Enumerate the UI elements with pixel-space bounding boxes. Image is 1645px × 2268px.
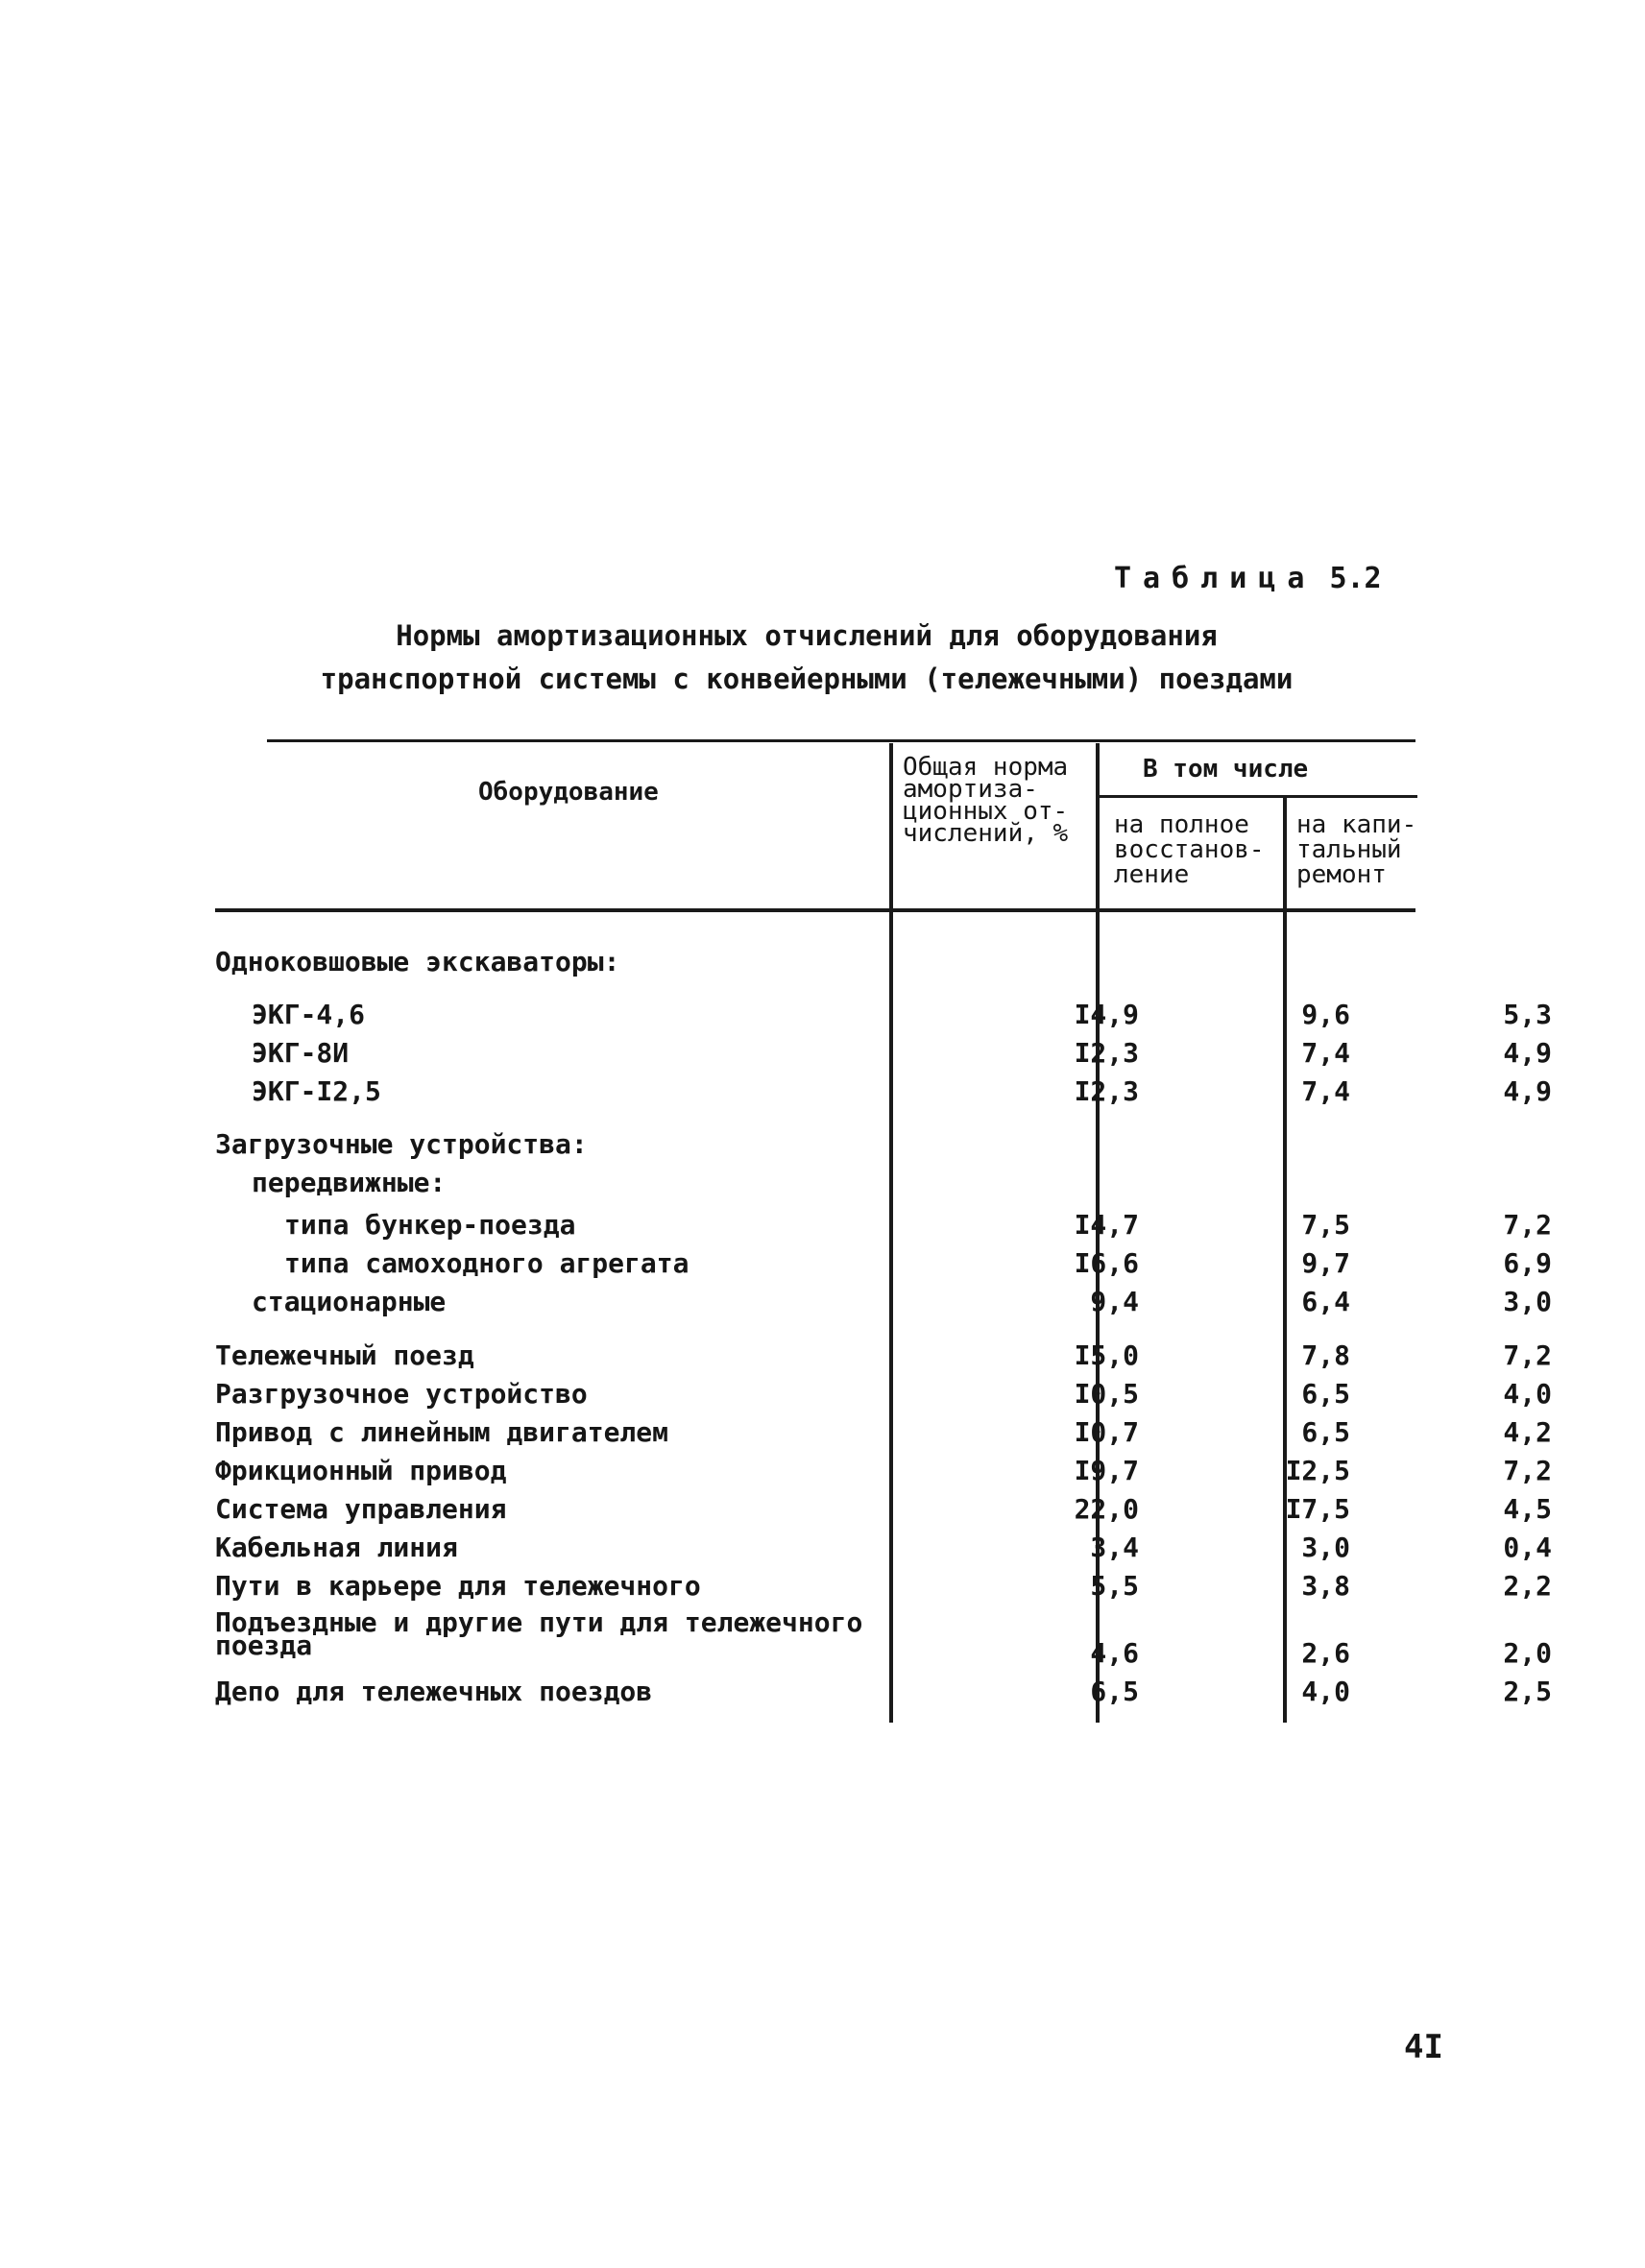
row-name: ЭКГ-I2,5	[252, 1075, 381, 1107]
row-name: ЭКГ-8И	[252, 1037, 350, 1069]
table-row	[215, 1164, 1425, 1202]
row-name: Кабельная линия	[215, 1532, 458, 1563]
table-row	[215, 1529, 1552, 1567]
row-restoration: 7,4	[1301, 1037, 1350, 1069]
row-total: 9,4	[1090, 1286, 1139, 1317]
row-restoration: 4,0	[1301, 1676, 1350, 1707]
row-repair: 0,4	[1503, 1532, 1552, 1563]
row-restoration: 7,4	[1301, 1075, 1350, 1107]
table-row	[215, 1034, 1552, 1073]
table-title	[317, 615, 1296, 701]
row-total: 22,0	[1074, 1493, 1139, 1525]
row-repair: 2,5	[1503, 1676, 1552, 1707]
table-row	[215, 1673, 1552, 1711]
row-repair: 4,9	[1503, 1075, 1552, 1107]
row-restoration: 7,8	[1301, 1339, 1350, 1371]
table-row	[215, 1413, 1552, 1452]
table-row	[215, 1337, 1552, 1375]
row-name: Тележечный поезд	[215, 1339, 474, 1371]
row-total: I5,0	[1074, 1339, 1139, 1371]
table-row	[215, 1567, 1552, 1605]
header-equipment: Оборудование	[478, 778, 659, 807]
table-row	[215, 1206, 1552, 1244]
row-repair: 7,2	[1503, 1455, 1552, 1486]
table-title-line-1: Нормы амортизационных отчислений для оборудования	[396, 619, 1218, 652]
table-row	[215, 1244, 1552, 1283]
row-repair: 4,9	[1503, 1037, 1552, 1069]
row-restoration: 3,0	[1301, 1532, 1350, 1563]
row-repair: 4,0	[1503, 1378, 1552, 1410]
row-name: типа самоходного агрегата	[284, 1247, 689, 1279]
row-repair: 3,0	[1503, 1286, 1552, 1317]
table-row	[215, 943, 1425, 981]
row-restoration: 9,7	[1301, 1247, 1350, 1279]
row-name: Загрузочные устройства:	[215, 1128, 588, 1160]
row-repair: 4,2	[1503, 1416, 1552, 1448]
row-total: I4,9	[1074, 999, 1139, 1030]
row-total: I2,3	[1074, 1075, 1139, 1107]
row-restoration: I2,5	[1285, 1455, 1350, 1486]
row-name: передвижные:	[252, 1167, 447, 1198]
row-repair: 2,2	[1503, 1570, 1552, 1602]
table-row	[215, 1606, 1552, 1673]
table-row	[215, 1375, 1552, 1413]
row-total: I0,5	[1074, 1378, 1139, 1410]
row-name: ЭКГ-4,6	[252, 999, 366, 1030]
row-restoration: 2,6	[1301, 1637, 1350, 1669]
row-repair: 4,5	[1503, 1493, 1552, 1525]
row-name: Пути в карьере для тележечного	[215, 1570, 701, 1602]
table-row	[215, 1490, 1552, 1529]
row-repair: 7,2	[1503, 1209, 1552, 1241]
row-restoration: 6,5	[1301, 1378, 1350, 1410]
table-row	[215, 1073, 1552, 1111]
table-row	[215, 1283, 1552, 1321]
row-total: I0,7	[1074, 1416, 1139, 1448]
row-name: типа бункер-поезда	[284, 1209, 576, 1241]
row-total: I9,7	[1074, 1455, 1139, 1486]
header-full-restoration: на полное восстанов- ление	[1114, 810, 1265, 889]
row-name: стационарные	[252, 1286, 447, 1317]
page-number: 4I	[1404, 2028, 1443, 2066]
row-repair: 7,2	[1503, 1339, 1552, 1371]
header-capital-repair: на капи- тальный ремонт	[1296, 810, 1417, 889]
row-name: Система управления	[215, 1493, 507, 1525]
row-total: I4,7	[1074, 1209, 1139, 1241]
row-restoration: 9,6	[1301, 999, 1350, 1030]
table-label-word: Таблица	[1114, 562, 1317, 595]
table-row	[215, 1452, 1552, 1490]
table-number	[1114, 562, 1382, 595]
row-total: 5,5	[1090, 1570, 1139, 1602]
header-bottom-rule	[215, 908, 1415, 912]
row-restoration: I7,5	[1285, 1493, 1350, 1525]
row-name: Привод с линейным двигателем	[215, 1416, 669, 1448]
table-title-line-2: транспортной системы с конвейерными (тележечными) поездами	[320, 663, 1294, 695]
row-name: Фрикционный привод	[215, 1455, 507, 1486]
row-name: Депо для тележечных поездов	[215, 1676, 653, 1707]
row-repair: 5,3	[1503, 999, 1552, 1030]
row-total: 4,6	[1090, 1637, 1139, 1669]
row-name: Разгрузочное устройство	[215, 1378, 588, 1410]
row-total: I2,3	[1074, 1037, 1139, 1069]
row-name: Подъездные и другие пути для тележечного поезда	[215, 1606, 863, 1661]
table-row	[215, 996, 1552, 1034]
row-name: Одноковшовые экскаваторы:	[215, 946, 620, 977]
row-restoration: 3,8	[1301, 1570, 1350, 1602]
including-subheader-rule	[1098, 795, 1417, 798]
table-label-number: 5.2	[1329, 562, 1382, 595]
row-total: 6,5	[1090, 1676, 1139, 1707]
row-restoration: 6,4	[1301, 1286, 1350, 1317]
row-repair: 2,0	[1503, 1637, 1552, 1669]
row-total: I6,6	[1074, 1247, 1139, 1279]
table-top-rule	[267, 739, 1415, 742]
row-restoration: 7,5	[1301, 1209, 1350, 1241]
header-total-rate: Общая норма амортиза- ционных от- числений, %	[903, 753, 1069, 848]
row-repair: 6,9	[1503, 1247, 1552, 1279]
row-restoration: 6,5	[1301, 1416, 1350, 1448]
header-including: В том числе	[1143, 755, 1309, 784]
table-row	[215, 1125, 1425, 1164]
row-total: 3,4	[1090, 1532, 1139, 1563]
